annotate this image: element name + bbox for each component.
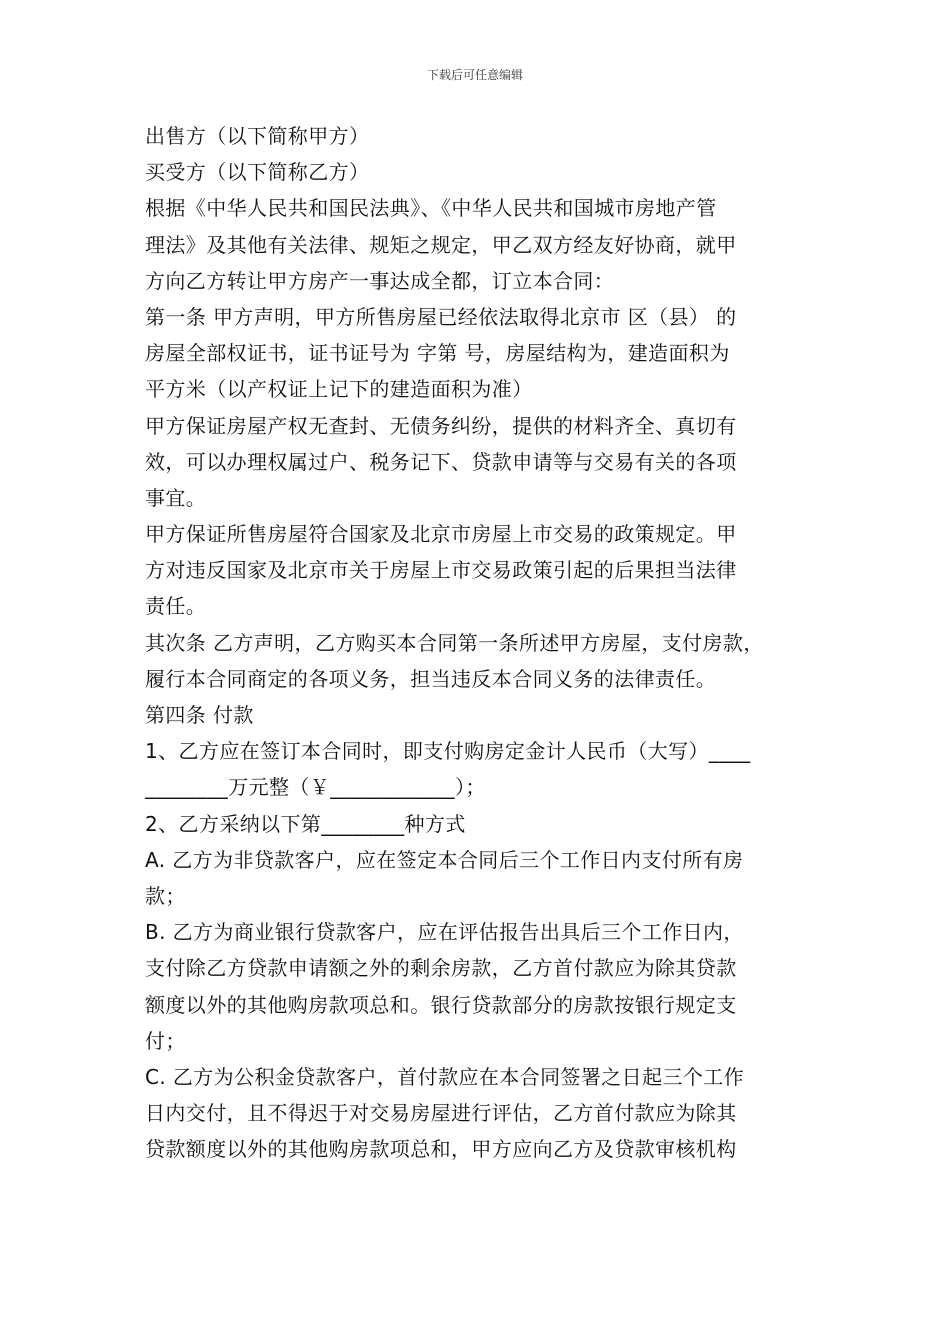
text-line: 责任。 (145, 594, 207, 619)
contract-body (145, 118, 820, 1167)
text-line: 款； (145, 883, 186, 908)
text-line: B. 乙方为商业银行贷款客户，应在评估报告出具后三个工作日内， (145, 920, 744, 945)
text-line: 买受方（以下简称乙方） (145, 160, 370, 185)
text-line: 第一条 甲方声明，甲方所售房屋已经依法取得北京市 区（县） 的 (145, 304, 737, 329)
text-line: A. 乙方为非贷款客户，应在签定本合同后三个工作日内支付所有房 (145, 847, 744, 872)
text-line: 第四条 付款 (145, 703, 254, 727)
text-line: 根据《中华人民共和国民法典》、《中华人民共和国城市房地产管 (145, 196, 717, 221)
text-line: 支付除乙方贷款申请额之外的剩余房款，乙方首付款应为除其贷款 (145, 956, 737, 981)
text-line: 方对违反国家及北京市关于房屋上市交易政策引起的后果担当法律 (145, 558, 737, 583)
text-line: 方向乙方转让甲方房产一事达成全都，订立本合同： (145, 268, 615, 293)
text-line: 甲方保证所售房屋符合国家及北京市房屋上市交易的政策规定。甲 (145, 522, 737, 547)
text-line: 日内交付，且不得迟于对交易房屋进行评估，乙方首付款应为除其 (145, 1101, 737, 1126)
text-line: 效，可以办理权属过户、税务记下、贷款申请等与交易有关的各项 (145, 449, 737, 474)
text-line: 付； (145, 1028, 186, 1053)
text-line: 房屋全部权证书，证书证号为 字第 号，房屋结构为，建造面积为 (145, 341, 730, 366)
text-line: 其次条 乙方声明，乙方购买本合同第一条所述甲方房屋，支付房款， (145, 630, 764, 655)
text-line: 1、乙方应在签订本合同时，即支付购房定金计人民币（大写）____ (145, 739, 751, 764)
text-line: 事宜。 (145, 485, 207, 510)
text-line: 贷款额度以外的其他购房款项总和，甲方应向乙方及贷款审核机构 (145, 1137, 737, 1162)
text-line: ________万元整（￥____________）； (145, 775, 486, 800)
text-line: 履行本合同商定的各项义务，担当违反本合同义务的法律责任。 (145, 666, 717, 691)
text-line: C. 乙方为公积金贷款客户，首付款应在本合同签署之日起三个工作 (145, 1064, 745, 1089)
text-line: 出售方（以下简称甲方） (145, 124, 370, 148)
text-line: 平方米（以产权证上记下的建造面积为准） (145, 377, 533, 402)
page-header: 下载后可任意编辑 (426, 68, 523, 82)
text-line: 额度以外的其他购房款项总和。银行贷款部分的房款按银行规定支 (145, 992, 737, 1017)
text-line: 2、乙方采纳以下第________种方式 (145, 811, 466, 836)
text-line: 甲方保证房屋产权无查封、无债务纠纷，提供的材料齐全、真切有 (145, 413, 737, 438)
text-line: 理法》及其他有关法律、规矩之规定，甲乙双方经友好协商，就甲 (145, 232, 737, 257)
